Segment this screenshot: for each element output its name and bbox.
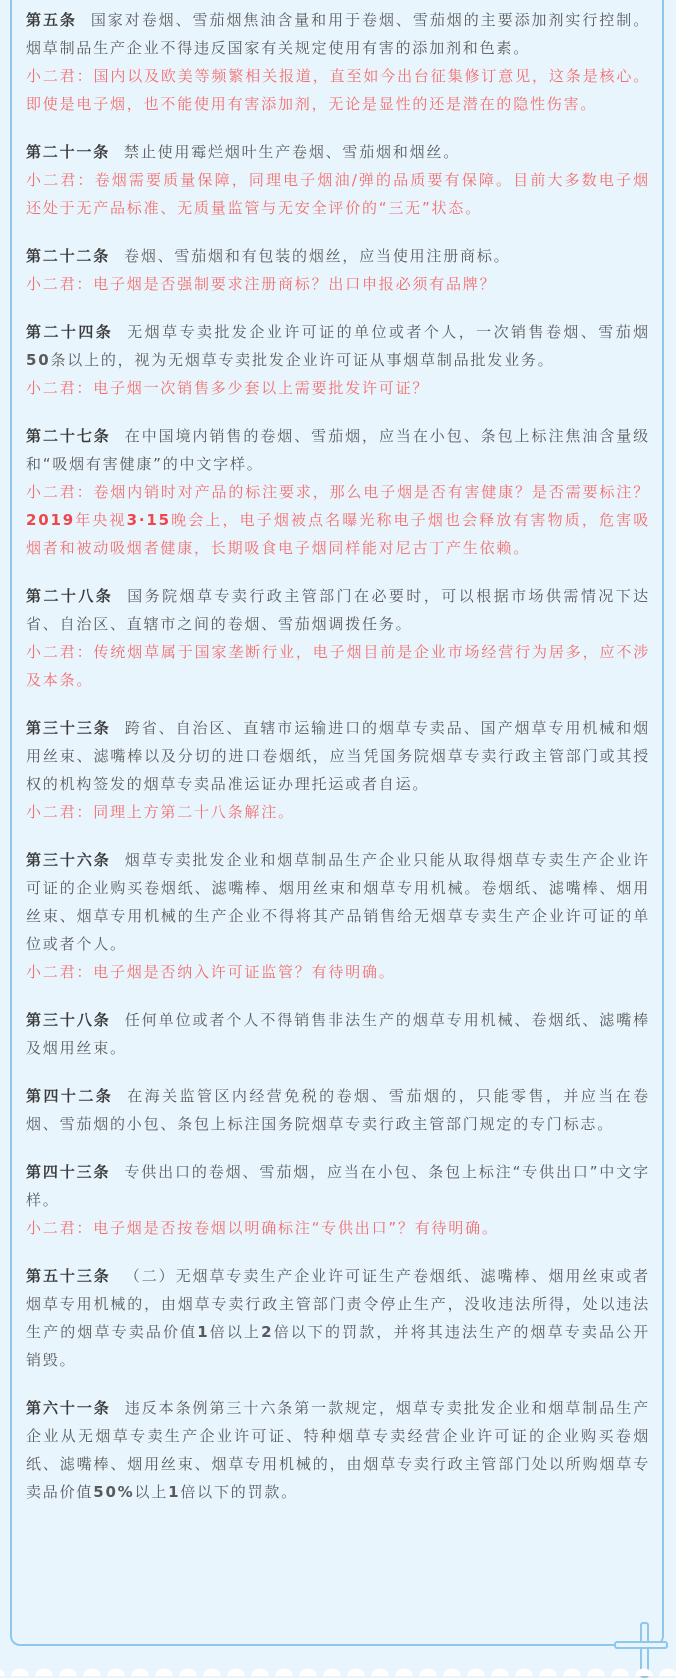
cross-decoration-horizontal [614, 1641, 668, 1649]
commentary-note [26, 62, 650, 118]
article-title: 第五十三条 [26, 1267, 111, 1285]
text-segment: 禁止使用霉烂烟叶生产卷烟、雪茄烟和烟丝。 [124, 143, 461, 161]
text-segment: 倍以下的罚款，并将其违法生产的烟草专卖品公开销毁。 [26, 1323, 650, 1369]
article-title: 第四十三条 [26, 1163, 111, 1181]
text-segment: 国务院烟草专卖行政主管部门在必要时，可以根据市场供需情况下达省、自治区、直辖市之间的卷烟、雪茄烟调拨任务。 [26, 587, 650, 633]
article-section [26, 1006, 650, 1062]
text-segment: 无烟草专卖批发企业许可证的单位或者个人，一次销售卷烟、雪茄烟 [127, 323, 650, 341]
article-section [26, 318, 650, 402]
article-text [26, 582, 650, 638]
article-title: 第五条 [26, 11, 77, 29]
article-section [26, 1158, 650, 1242]
bold-number: 1 [168, 1483, 181, 1501]
note-segment: 小二君：同理上方第二十八条解注。 [26, 803, 295, 821]
commentary-note [26, 638, 650, 694]
note-segment: 小二君：电子烟是否按卷烟以明确标注“专供出口”？有待明确。 [26, 1219, 499, 1237]
commentary-note [26, 478, 650, 562]
article-title: 第三十六条 [26, 851, 111, 869]
text-segment: 专供出口的卷烟、雪茄烟，应当在小包、条包上标注“专供出口”中文字样。 [26, 1163, 650, 1209]
text-segment: 在中国境内销售的卷烟、雪茄烟，应当在小包、条包上标注焦油含量级和“吸烟有害健康”的中文字样。 [26, 427, 650, 473]
note-segment: 小二君：卷烟需要质量保障，同理电子烟油/弹的品质要有保障。目前大多数电子烟还处于无产品标准、无质量监管与无安全评价的“三无”状态。 [26, 171, 650, 217]
article-title: 第二十七条 [26, 427, 111, 445]
text-segment: 倍以上 [209, 1323, 262, 1341]
note-segment: 小二君：电子烟一次销售多少套以上需要批发许可证？ [26, 379, 430, 397]
bold-number: 2019 [26, 511, 75, 529]
text-segment: 烟草专卖批发企业和烟草制品生产企业只能从取得烟草专卖生产企业许可证的企业购买卷烟纸、滤嘴棒、烟用丝束和烟草专用机械。卷烟纸、滤嘴棒、烟用丝束、烟草专用机械的生产企业不得将其产品销售给无烟草专卖生产企业许可证的单位或者个人。 [26, 851, 650, 953]
article-title: 第三十八条 [26, 1011, 111, 1029]
article-text [26, 242, 650, 270]
article-section [26, 846, 650, 986]
note-segment: 小二君：电子烟是否纳入许可证监管？有待明确。 [26, 963, 396, 981]
article-text [26, 1006, 650, 1062]
article-text [26, 1262, 650, 1374]
text-segment: 违反本条例第三十六条第一款规定，烟草专卖批发企业和烟草制品生产企业从无烟草专卖生产企业许可证、特种烟草专卖经营企业许可证的企业购买卷烟纸、滤嘴棒、烟用丝束、烟草专用机械的，由烟草专卖行政主管部门处以所购烟草专卖品价值 [26, 1399, 650, 1501]
article-text [26, 1082, 650, 1138]
bold-number: 50 [26, 351, 51, 369]
text-segment: 条以上的，视为无烟草专卖批发企业许可证从事烟草制品批发业务。 [50, 351, 555, 369]
note-segment: 小二君：国内以及欧美等频繁相关报道，直至如今出台征集修订意见，这条是核心。即使是电子烟，也不能使用有害添加剂，无论是显性的还是潜在的隐性伤害。 [26, 67, 650, 113]
commentary-note [26, 958, 650, 986]
article-title: 第二十八条 [26, 587, 114, 605]
article-text [26, 846, 650, 958]
scalloped-edge-decoration [0, 1666, 676, 1676]
text-segment: （二）无烟草专卖生产企业许可证生产卷烟纸、滤嘴棒、烟用丝束或者烟草专用机械的，由烟草专卖行政主管部门责令停止生产，没收违法所得，处以违法生产的烟草专卖品价值 [26, 1267, 650, 1341]
article-section [26, 422, 650, 562]
article-text [26, 6, 650, 62]
article-section [26, 6, 650, 118]
commentary-note [26, 798, 650, 826]
text-segment: 卷烟、雪茄烟和有包装的烟丝，应当使用注册商标。 [124, 247, 511, 265]
article-title: 第六十一条 [26, 1399, 111, 1417]
article-text [26, 1158, 650, 1214]
text-segment: 以上 [134, 1483, 169, 1501]
article-section [26, 714, 650, 826]
bold-number: 3·15 [126, 511, 171, 529]
text-segment: 任何单位或者个人不得销售非法生产的烟草专用机械、卷烟纸、滤嘴棒及烟用丝束。 [26, 1011, 650, 1057]
text-segment: 倍以下的罚款。 [180, 1483, 298, 1501]
article-text [26, 318, 650, 374]
article-title: 第二十一条 [26, 143, 111, 161]
bold-number: 2 [261, 1323, 274, 1341]
article-text [26, 1394, 650, 1506]
article-text [26, 422, 650, 478]
note-segment: 年央视 [74, 511, 127, 529]
bold-number: 1 [197, 1323, 210, 1341]
article-title: 第二十四条 [26, 323, 114, 341]
article-text [26, 138, 650, 166]
commentary-note [26, 374, 650, 402]
commentary-note [26, 270, 650, 298]
article-section [26, 242, 650, 298]
commentary-note [26, 1214, 650, 1242]
text-segment: 在海关监管区内经营免税的卷烟、雪茄烟的，只能零售，并应当在卷烟、雪茄烟的小包、条包上标注国务院烟草专卖行政主管部门规定的专门标志。 [26, 1087, 650, 1133]
note-segment: 小二君：传统烟草属于国家垄断行业，电子烟目前是企业市场经营行为居多，应不涉及本条。 [26, 643, 650, 689]
article-section [26, 1262, 650, 1374]
article-title: 第四十二条 [26, 1087, 114, 1105]
commentary-note [26, 166, 650, 222]
article-title: 第三十三条 [26, 719, 111, 737]
bold-number: 50% [93, 1483, 135, 1501]
text-segment: 国家对卷烟、雪茄烟焦油含量和用于卷烟、雪茄烟的主要添加剂实行控制。烟草制品生产企业不得违反国家有关规定使用有害的添加剂和色素。 [26, 11, 651, 57]
article-section [26, 1082, 650, 1138]
article-title: 第二十二条 [26, 247, 111, 265]
article-section [26, 138, 650, 222]
article-list [26, 6, 650, 1526]
note-segment: 小二君：电子烟是否强制要求注册商标？出口申报必须有品牌？ [26, 275, 497, 293]
article-section [26, 582, 650, 694]
note-segment: 小二君：卷烟内销时对产品的标注要求，那么电子烟是否有害健康？是否需要标注？ [26, 483, 650, 501]
article-text [26, 714, 650, 798]
note-segment: 晚会上，电子烟被点名曝光称电子烟也会释放有害物质，危害吸烟者和被动吸烟者健康，长期吸食电子烟同样能对尼古丁产生依赖。 [26, 511, 650, 557]
article-section [26, 1394, 650, 1506]
text-segment: 跨省、自治区、直辖市运输进口的烟草专卖品、国产烟草专用机械和烟用丝束、滤嘴棒以及分切的进口卷烟纸，应当凭国务院烟草专卖行政主管部门或其授权的机构签发的烟草专卖品准运证办理托运或者自运。 [26, 719, 650, 793]
